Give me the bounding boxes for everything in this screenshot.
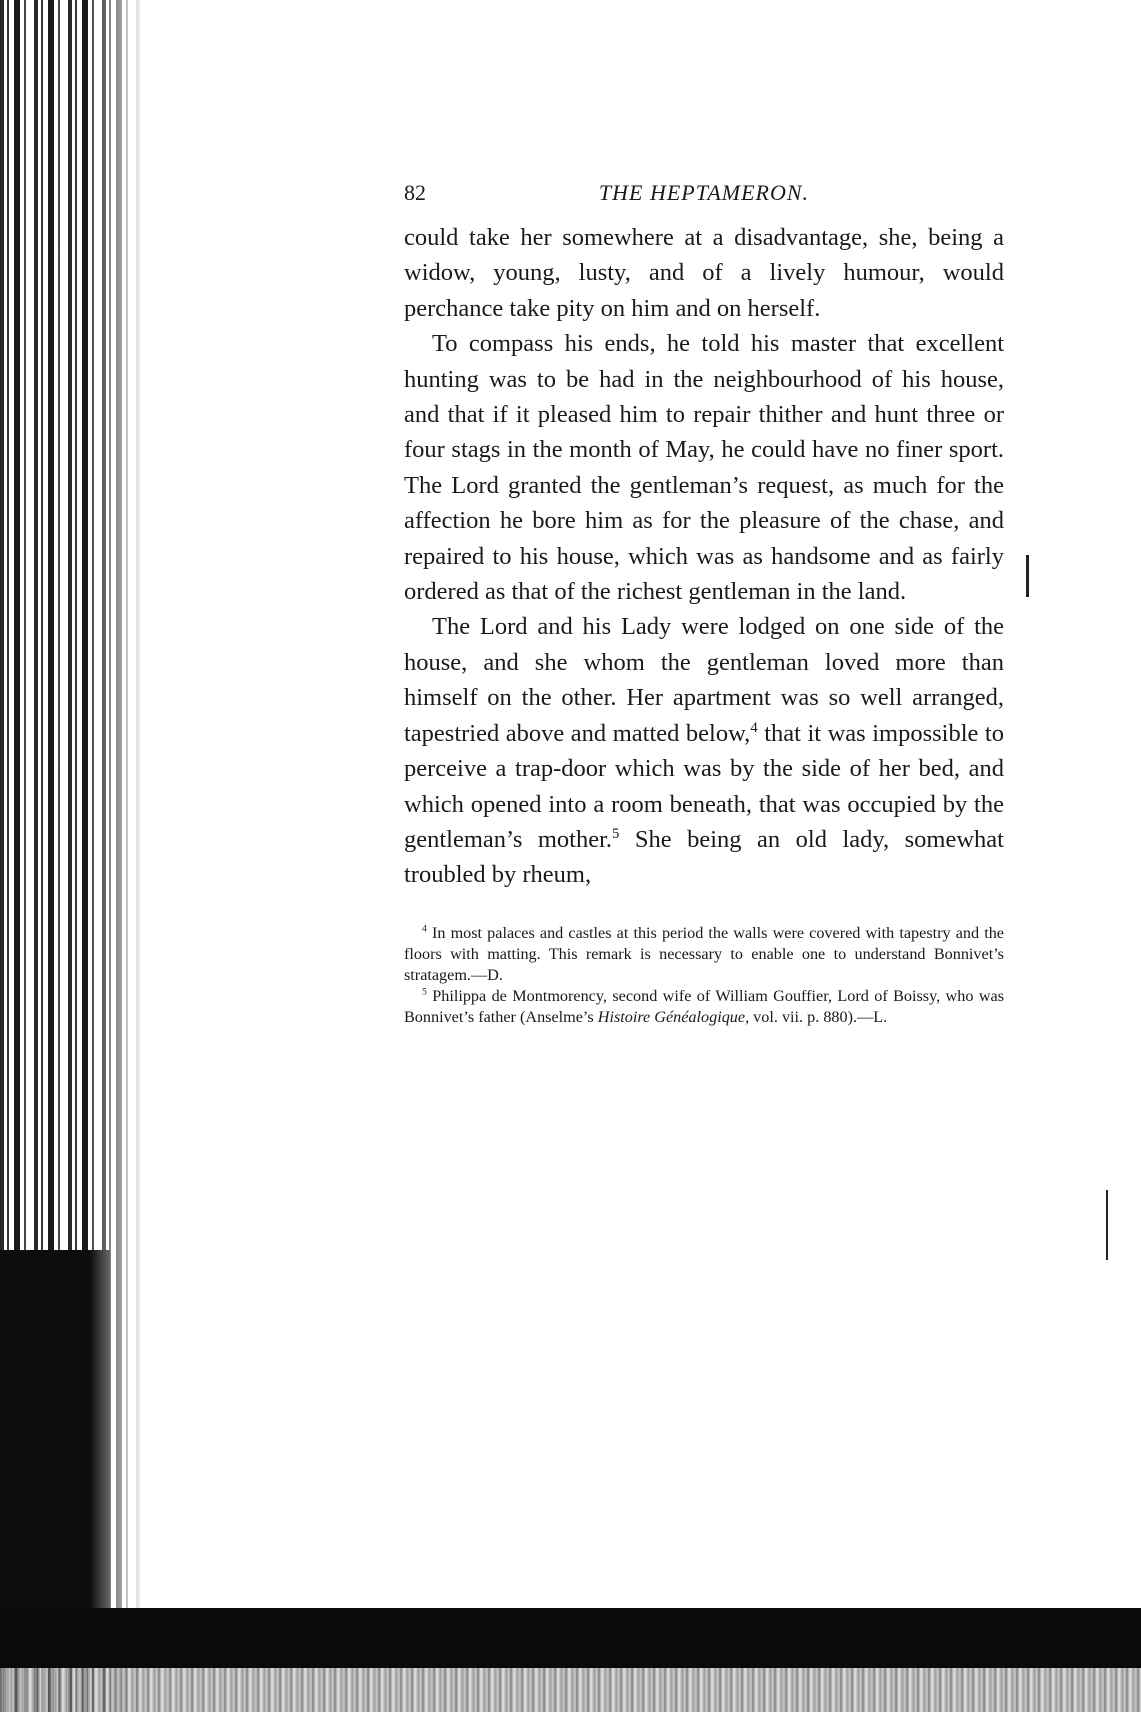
footnote-ref-4: 4 [750, 719, 758, 736]
footnote-5-text-a: Philippa de Montmorency, second wife of William Gouffier, Lord of Boissy, who was Bonnivet’s father (Anselme’s [404, 986, 1004, 1026]
footnote-4-mark: 4 [422, 923, 427, 935]
footnote-4-text: In most palaces and castles at this period the walls were covered with tapestry and the floors with matting. This remark is necessary to enable one to understand Bonnivet’s stratagem.—D. [404, 923, 1004, 984]
paragraph-2: To compass his ends, he told his master that excellent hunting was to be had in the neighbourhood of his house, and that if it pleased him to repair thither and hunt three or four stags in the month of May, he could have no finer sport. The Lord granted the gentleman’s request, as much for the affection he bore him as for the pleasure of the chase, and repaired to his house, which was as handsome and as fairly ordered as that of the richest gentleman in the land. [404, 330, 1004, 606]
paragraph-3-text-b: that it was impossible to perceive a trap-door which was by the side of her bed, and which opened into a room beneath, that was occupied by the gentleman’s mother. [404, 719, 1004, 853]
footnote-5-text-b: , vol. vii. p. 880).—L. [745, 1007, 888, 1026]
footnote-4 [404, 923, 1004, 986]
bottom-scan-band [0, 1608, 1141, 1668]
running-title: THE HEPTAMERON. [598, 180, 810, 205]
scan-edge-mark [1026, 555, 1029, 597]
paragraph-3-text-a: The Lord and his Lady were lodged on one side of the house, and she whom the gentleman loved more than himself on the other. Her apartment was so well arranged, tapestried above and matted below, [404, 613, 1004, 747]
book-page [404, 180, 1004, 1028]
footnote-ref-5: 5 [612, 825, 620, 842]
scan-edge-mark [1106, 1190, 1108, 1260]
footnote-5 [404, 986, 1004, 1028]
footnotes [404, 923, 1004, 1028]
bottom-scan-noise [0, 1668, 1141, 1712]
footnote-5-italic-title: Histoire Généalogique [597, 1007, 746, 1026]
paragraph-3 [404, 609, 1004, 892]
running-head [404, 180, 1004, 214]
paragraph-1: could take her somewhere at a disadvantage, she, being a widow, young, lusty, and of a lively humour, would perchance take pity on him and on herself. [404, 224, 1004, 322]
footnote-5-mark: 5 [422, 986, 427, 998]
page-number: 82 [404, 180, 426, 205]
spine-fade [90, 0, 150, 1712]
paragraph-3-text-c: She being an old lady, somewhat troubled by rheum, [404, 825, 1004, 889]
